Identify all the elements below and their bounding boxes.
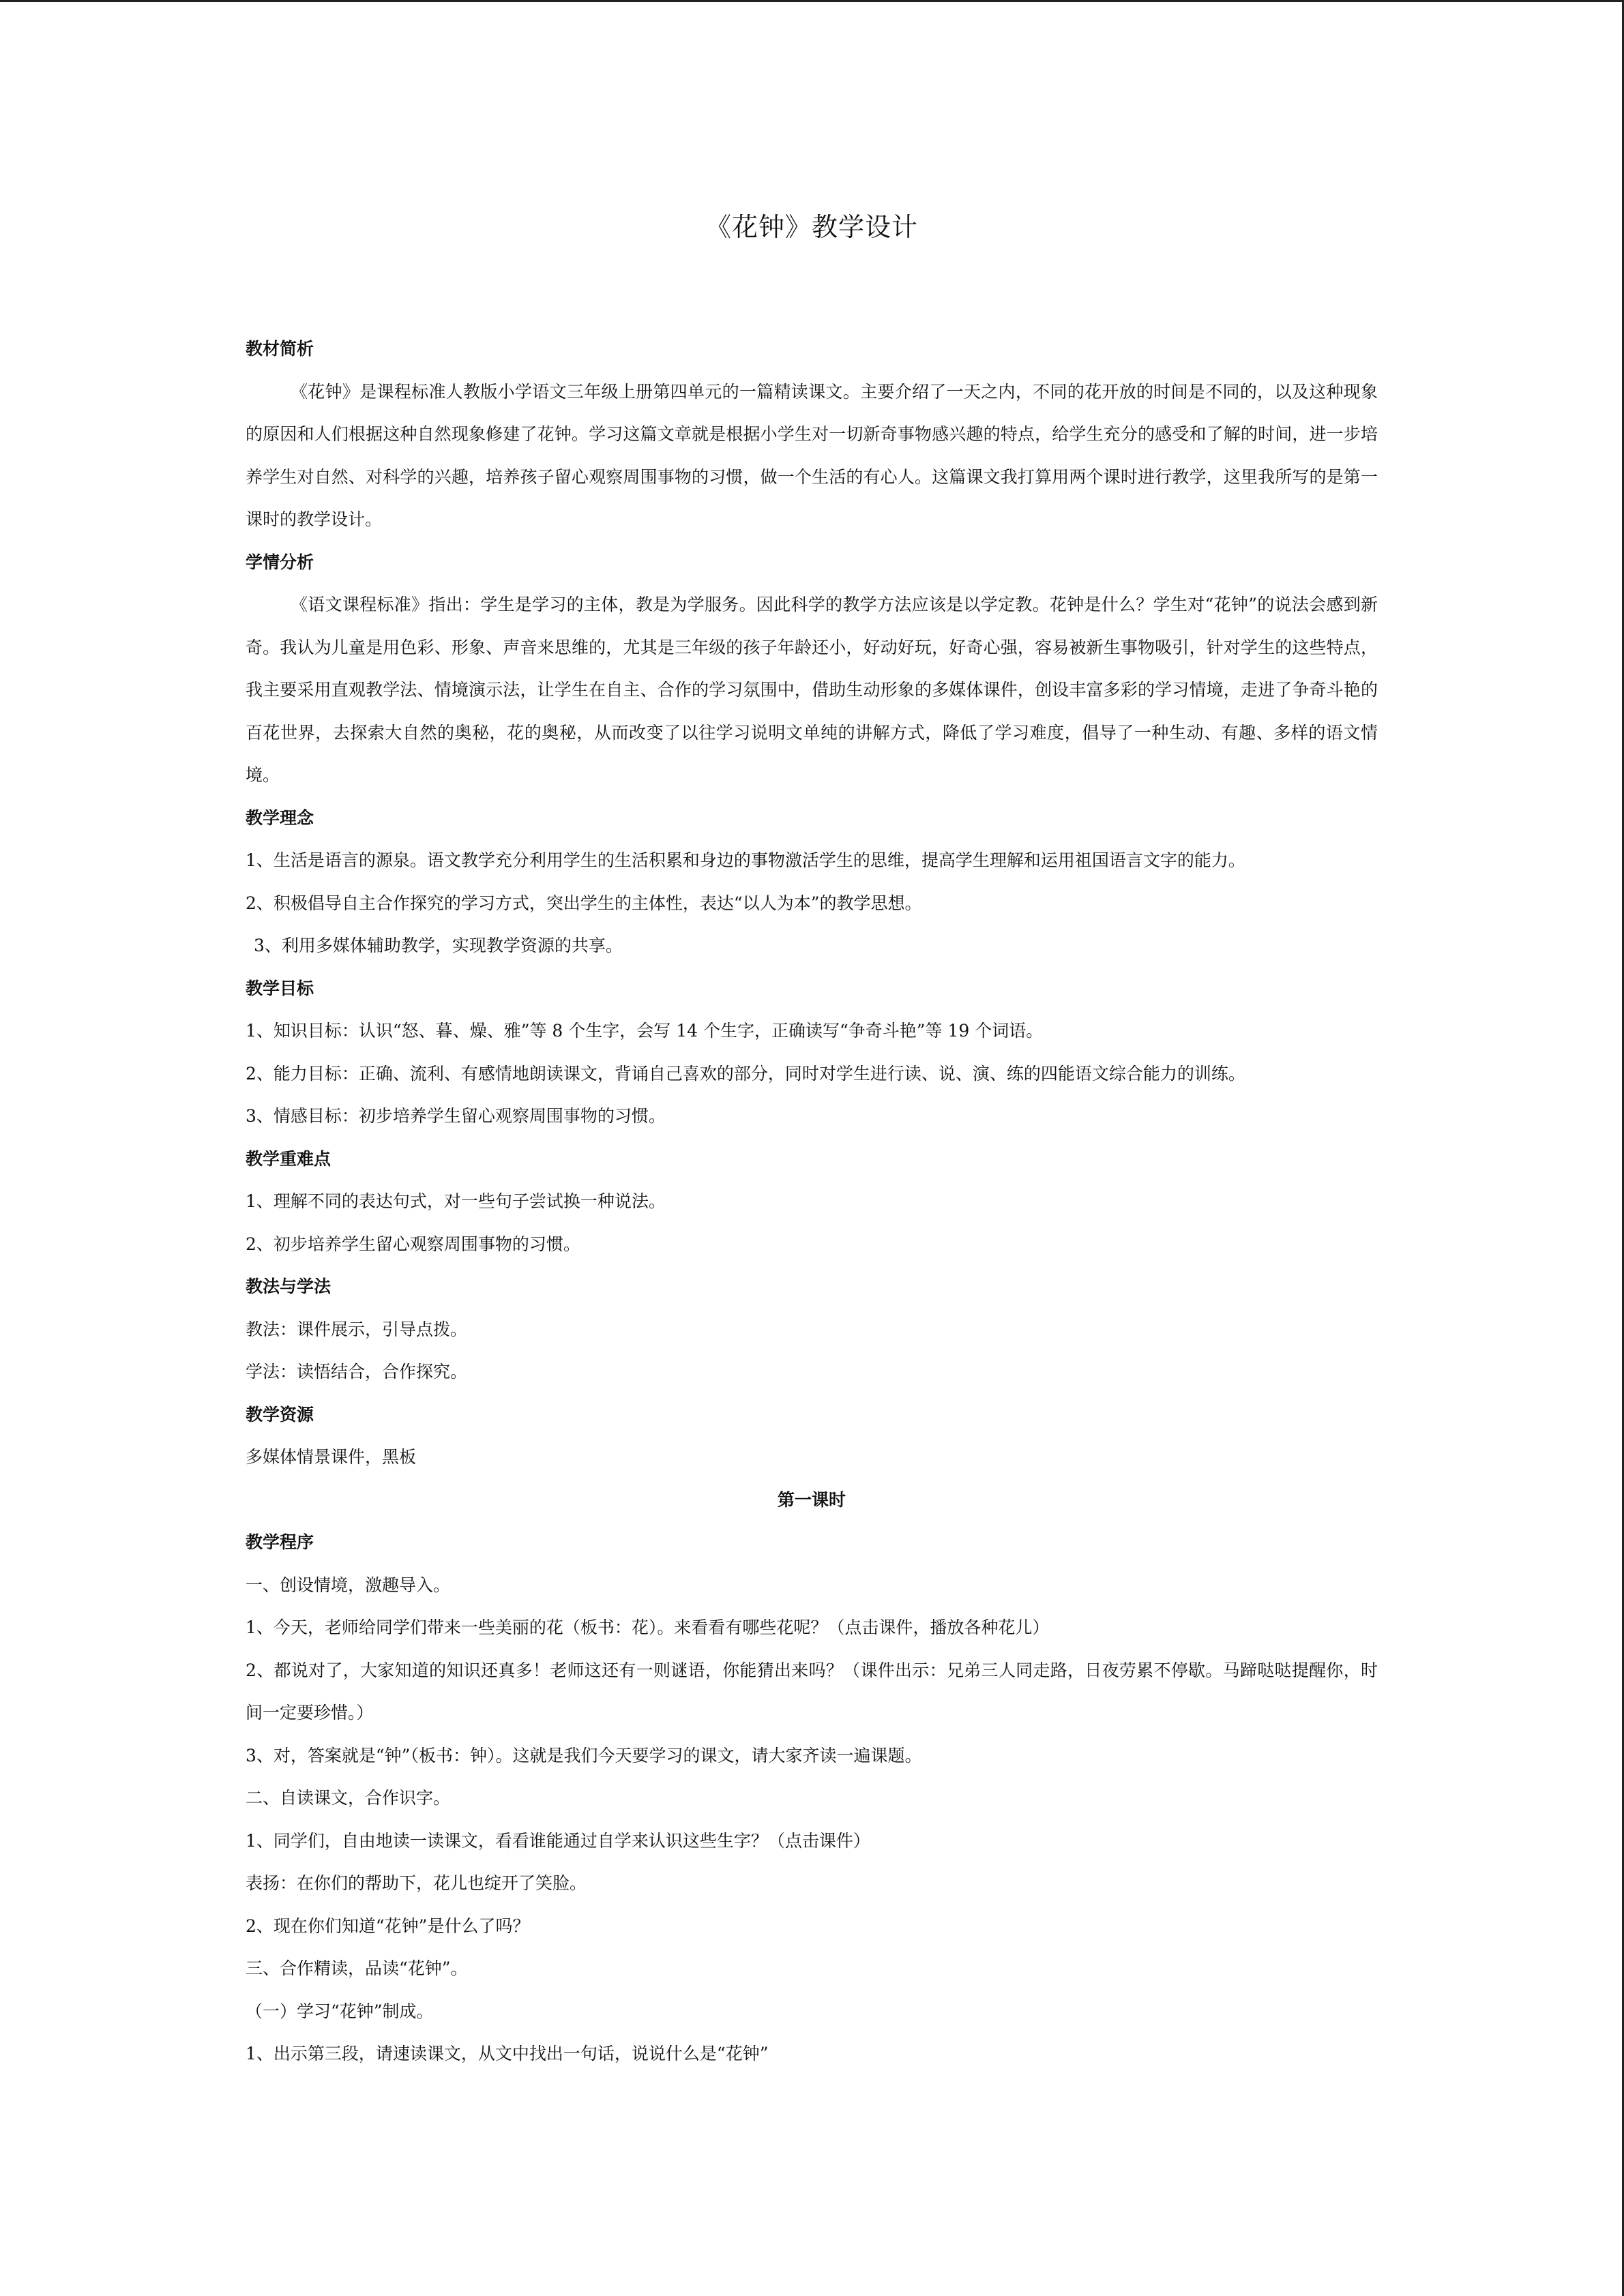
list-item: 2、初步培养学生留心观察周围事物的习惯。 bbox=[246, 1234, 580, 1254]
section-heading-learner-analysis: 学情分析 bbox=[246, 552, 314, 572]
section-heading-textbook-analysis: 教材简析 bbox=[246, 339, 314, 359]
list-item: 2、积极倡导自主合作探究的学习方式，突出学生的主体性，表达“以人为本”的教学思想。 bbox=[246, 893, 922, 913]
list-item: 1、同学们，自由地读一读课文，看看谁能通过自学来认识这些生字？（点击课件） bbox=[246, 1830, 870, 1851]
list-item: （一）学习“花钟”制成。 bbox=[246, 2001, 434, 2021]
section-heading-methods: 教法与学法 bbox=[246, 1277, 331, 1296]
document-title: 《花钟》教学设计 bbox=[705, 212, 918, 242]
list-item: 表扬：在你们的帮助下，花儿也绽开了笑脸。 bbox=[246, 1873, 587, 1893]
paragraph-textbook-analysis: 《花钟》是课程标准人教版小学语文三年级上册第四单元的一篇精读课文。主要介绍了一天之内，不同的花开放的时间是不同的，以及这种现象的原因和人们根据这种自然现象修建了花钟。学习这篇文章就是根据小学生对一切新奇事物感兴趣的特点，给学生充分的感受和了解的时间，进一步培养学生对自然、对科学的兴趣，培养孩子留心观察周围事物的习惯，做一个生活的有心人。这篇课文我打算用两个课时进行教学，这里我所写的是第一课时的教学设计。 bbox=[246, 381, 1378, 529]
list-item: 一、创设情境，激趣导入。 bbox=[246, 1575, 451, 1595]
list-item: 2、现在你们知道“花钟”是什么了吗？ bbox=[246, 1915, 530, 1936]
list-item: 教法：课件展示，引导点拨。 bbox=[246, 1319, 468, 1339]
list-item: 3、利用多媒体辅助教学，实现教学资源的共享。 bbox=[254, 936, 623, 955]
list-item: 多媒体情景课件，黑板 bbox=[246, 1447, 417, 1467]
list-item: 2、都说对了，大家知道的知识还真多！老师这还有一则谜语，你能猜出来吗？（课件出示：兄弟三人同走路，日夜劳累不停歇。马蹄哒哒提醒你，时间一定要珍惜。） bbox=[246, 1660, 1378, 1723]
section-heading-procedure: 教学程序 bbox=[246, 1532, 314, 1552]
list-item: 二、自读课文，合作识字。 bbox=[246, 1788, 451, 1808]
section-heading-teaching-philosophy: 教学理念 bbox=[246, 807, 314, 828]
section-heading-teaching-goals: 教学目标 bbox=[246, 978, 314, 998]
paragraph-learner-analysis: 《语文课程标准》指出：学生是学习的主体，教是为学服务。因此科学的教学方法应该是以学定教。花钟是什么？学生对“花钟”的说法会感到新奇。我认为儿童是用色彩、形象、声音来思维的，尤其是三年级的孩子年龄还小，好动好玩，好奇心强，容易被新生事物吸引，针对学生的这些特点，我主要采用直观教学法、情境演示法，让学生在自主、合作的学习氛围中，借助生动形象的多媒体课件，创设丰富多彩的学习情境，走进了争奇斗艳的百花世界，去探索大自然的奥秘，花的奥秘，从而改变了以往学习说明文单纯的讲解方式，降低了学习难度，倡导了一种生动、有趣、多样的语文情境。 bbox=[246, 595, 1378, 785]
list-item: 2、能力目标：正确、流利、有感情地朗读课文，背诵自己喜欢的部分，同时对学生进行读、说、演、练的四能语文综合能力的训练。 bbox=[246, 1063, 1245, 1084]
list-item: 1、生活是语言的源泉。语文教学充分利用学生的生活积累和身边的事物激活学生的思维，提高学生理解和运用祖国语言文字的能力。 bbox=[246, 850, 1245, 870]
list-item: 1、出示第三段，请速读课文，从文中找出一句话，说说什么是“花钟” bbox=[246, 2044, 769, 2063]
list-item: 1、理解不同的表达句式，对一些句子尝试换一种说法。 bbox=[246, 1191, 666, 1211]
lesson-title: 第一课时 bbox=[777, 1489, 846, 1510]
list-item: 学法：读悟结合，合作探究。 bbox=[246, 1362, 468, 1382]
section-heading-key-points: 教学重难点 bbox=[246, 1148, 331, 1169]
list-item: 1、今天，老师给同学们带来一些美丽的花（板书：花）。来看看有哪些花呢？（点击课件，播放各种花儿） bbox=[246, 1617, 1050, 1637]
list-item: 3、情感目标：初步培养学生留心观察周围事物的习惯。 bbox=[246, 1106, 666, 1126]
document-body bbox=[246, 207, 1378, 2076]
list-item: 三、合作精读，品读“花钟”。 bbox=[246, 1958, 468, 1978]
list-item: 1、知识目标：认识“怒、暮、燥、雅”等 8 个生字，会写 14 个生字，正确读写“争奇斗艳”等 19 个词语。 bbox=[246, 1021, 1044, 1041]
section-heading-resources: 教学资源 bbox=[246, 1404, 314, 1425]
list-item: 3、对，答案就是“钟”（板书：钟）。这就是我们今天要学习的课文，请大家齐读一遍课题。 bbox=[246, 1745, 922, 1765]
